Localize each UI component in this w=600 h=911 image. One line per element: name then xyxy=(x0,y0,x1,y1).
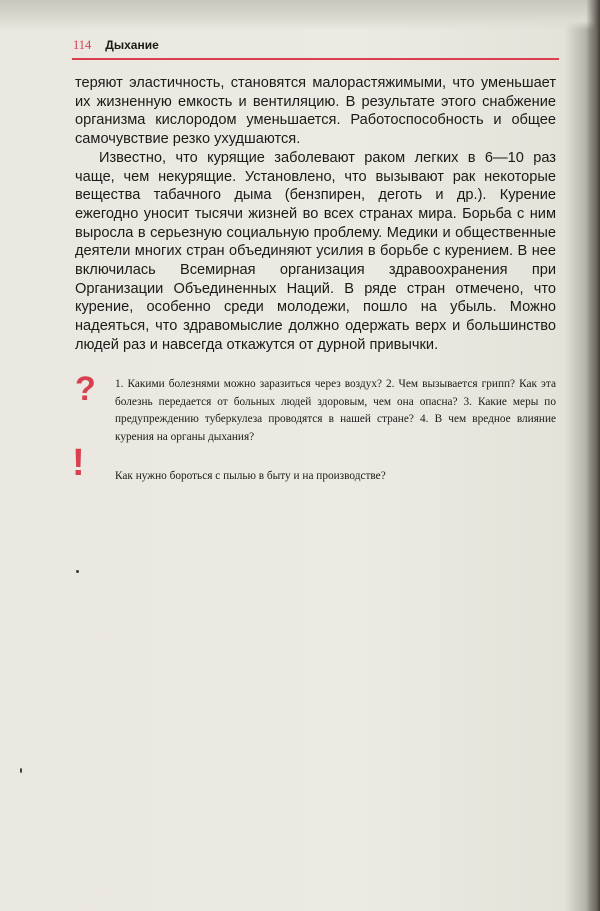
header-rule xyxy=(72,58,559,60)
practical-task: Как нужно бороться с пылью в быту и на производстве? xyxy=(115,470,386,482)
page-top-shadow xyxy=(0,0,600,30)
main-text xyxy=(75,74,556,355)
page-number: 114 xyxy=(73,38,92,52)
running-header xyxy=(73,38,159,54)
review-questions: 1. Какими болезнями можно заразиться через воздух? 2. Чем вызывается грипп? Как эта болезнь передается от больных людей здоровым, чем она опасна? 3. Какие меры по предупреждению туберкулеза проводятся в нашей стране? 4. В чем вредное влияние курения на органы дыхания? xyxy=(115,378,556,443)
print-speck xyxy=(20,768,22,773)
running-title: Дыхание xyxy=(105,38,159,52)
question-mark-icon: ? xyxy=(75,370,96,408)
exclamation-mark-icon: ! xyxy=(72,442,85,484)
print-speck xyxy=(76,570,79,573)
page-binding-edge xyxy=(586,0,600,911)
paragraph: Известно, что курящие заболевают раком легких в 6—10 раз чаще, чем некурящие. Установлено, что вызывают рак некоторые вещества табачного дыма (бензпирен, деготь и др.). Курение ежегодно уносит тысячи жизней во всех странах мира. Борьба с ним выросла в серьезную социальную проблему. Медики и общественные деятели многих стран объединяют усилия в борьбе с курением. В нее включилась Всемирная организация здравоохранения при Организации Объединенных Наций. В ряде стран отмечено, что курение, особенно среди молодежи, пошло на убыль. Можно надеяться, что здравомыслие должно одержать верх и большинство людей раз и навсегда откажутся от дурной привычки. xyxy=(75,149,556,353)
paragraph: теряют эластичность, становятся малорастяжимыми, что уменьшает их жизненную емкость и вентиляцию. В результате этого снабжение организма кислородом уменьшается. Работоспособность и общее самочувствие резко ухудшаются. xyxy=(75,75,556,148)
